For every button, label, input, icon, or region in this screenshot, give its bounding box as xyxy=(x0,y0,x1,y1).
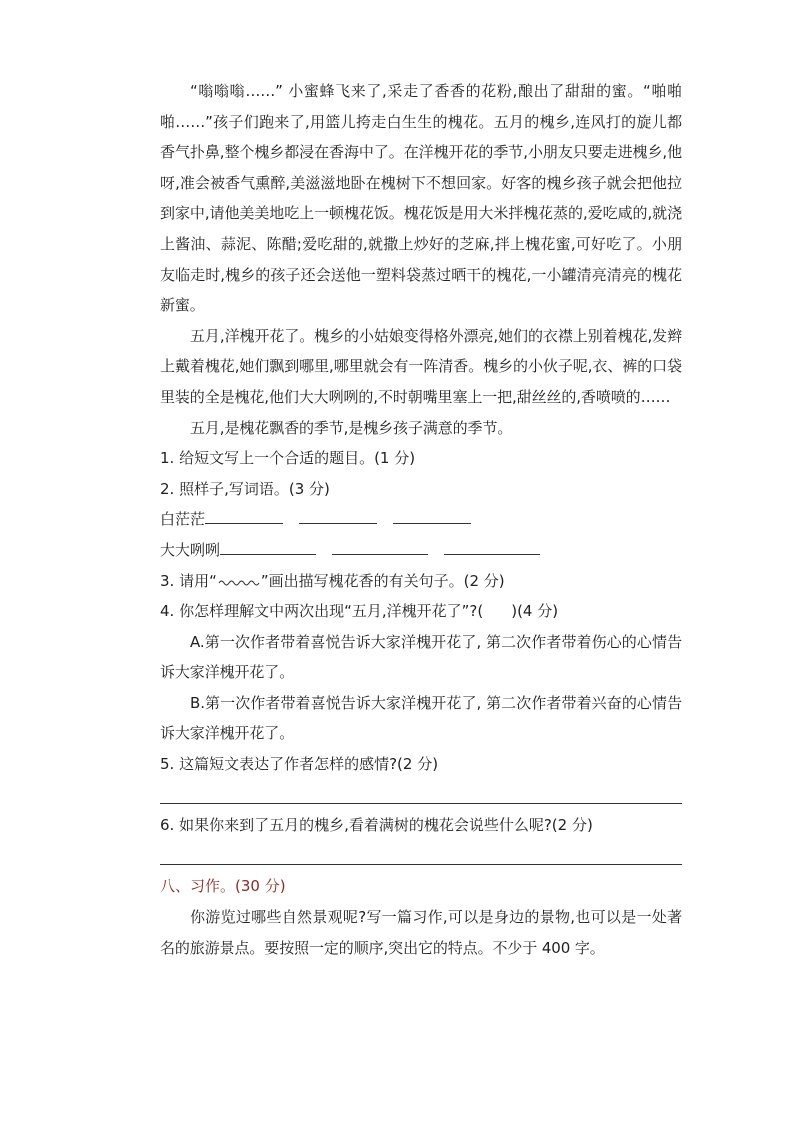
question-4-option-b: B.第一次作者带着喜悦告诉大家洋槐开花了, 第二次作者带着兴奋的心情告诉大家洋槐开花了。 xyxy=(160,693,682,743)
question-2: 2. 照样子,写词语。(3 分) xyxy=(160,479,330,498)
answer-blank[interactable] xyxy=(299,507,377,524)
answer-blank[interactable] xyxy=(220,538,316,555)
passage-paragraph-1: “嗡嗡嗡……” 小蜜蜂飞来了,采走了香香的花粉,酿出了甜甜的蜜。“啪啪啪……”孩子们跑来了,用篮儿挎走白生生的槐花。五月的槐乡,连风打的旋儿都香气扑鼻,整个槐乡都浸在香海中了。在洋槐开花的季节,小朋友只要走进槐乡,他呀,准会被香气熏醉,美滋滋地卧在槐树下不想回家。好客的槐乡孩子就会把他拉到家中,请他美美地吃上一顿槐花饭。槐花饭是用大米拌槐花蒸的,爱吃咸的,就浇上酱油、蒜泥、陈醋;爱吃甜的,就撒上炒好的芝麻,拌上槐花蜜,可好吃了。小朋友临走时,槐乡的孩子还会送他一塑料袋蒸过晒干的槐花,一小罐清亮清亮的槐花新蜜。 xyxy=(160,82,682,315)
answer-blank[interactable] xyxy=(205,507,283,524)
question-5: 5. 这篇短文表达了作者怎样的感情?(2 分) xyxy=(160,755,439,774)
answer-blank[interactable] xyxy=(332,538,428,555)
question-6: 6. 如果你来到了五月的槐乡,看着满树的槐花会说些什么呢?(2 分) xyxy=(160,816,593,835)
question-4-option-a: A.第一次作者带着喜悦告诉大家洋槐开花了, 第二次作者带着伤心的心情告诉大家洋槐开花了。 xyxy=(160,632,682,682)
question-2-row-1 xyxy=(160,504,682,535)
answer-line-6[interactable] xyxy=(160,841,682,872)
passage-paragraph-2: 五月,洋槐开花了。槐乡的小姑娘变得格外漂亮,她们的衣襟上别着槐花,发辫上戴着槐花,她们飘到哪里,哪里就会有一阵清香。槐乡的小伙子呢,衣、裤的口袋里装的全是槐花,他们大大咧咧的,不时朝嘴里塞上一把,甜丝丝的,香喷喷的…… xyxy=(160,326,682,406)
question-4-suffix: )(4 分) xyxy=(511,602,559,621)
answer-blank[interactable] xyxy=(444,538,540,555)
passage-paragraph-3: 五月,是槐花飘香的季节,是槐乡孩子满意的季节。 xyxy=(190,418,513,437)
wavy-underline-icon xyxy=(217,578,261,588)
worksheet-page xyxy=(160,76,682,963)
question-2-row-2 xyxy=(160,535,682,566)
answer-line-5[interactable] xyxy=(160,780,682,811)
question-3-suffix: ”画出描写槐花香的有关句子。(2 分) xyxy=(260,571,505,590)
section-8-title: 八、习作。(30 分) xyxy=(160,877,286,896)
section-8-prompt: 你游览过哪些自然景观呢?写一篇习作,可以是身边的景物,也可以是一处著名的旅游景点。要按照一定的顺序,突出它的特点。不少于 400 字。 xyxy=(160,908,682,957)
question-4-prefix: 4. 你怎样理解文中两次出现“五月,洋槐开花了”?( xyxy=(160,602,484,621)
answer-blank[interactable] xyxy=(393,507,471,524)
question-1: 1. 给短文写上一个合适的题目。(1 分) xyxy=(160,449,416,468)
example-word-2: 大大咧咧 xyxy=(160,540,221,559)
question-4 xyxy=(160,596,682,627)
example-word-1: 白茫茫 xyxy=(160,510,206,529)
question-3-prefix: 3. 请用“ xyxy=(160,571,217,590)
question-3 xyxy=(160,566,682,597)
